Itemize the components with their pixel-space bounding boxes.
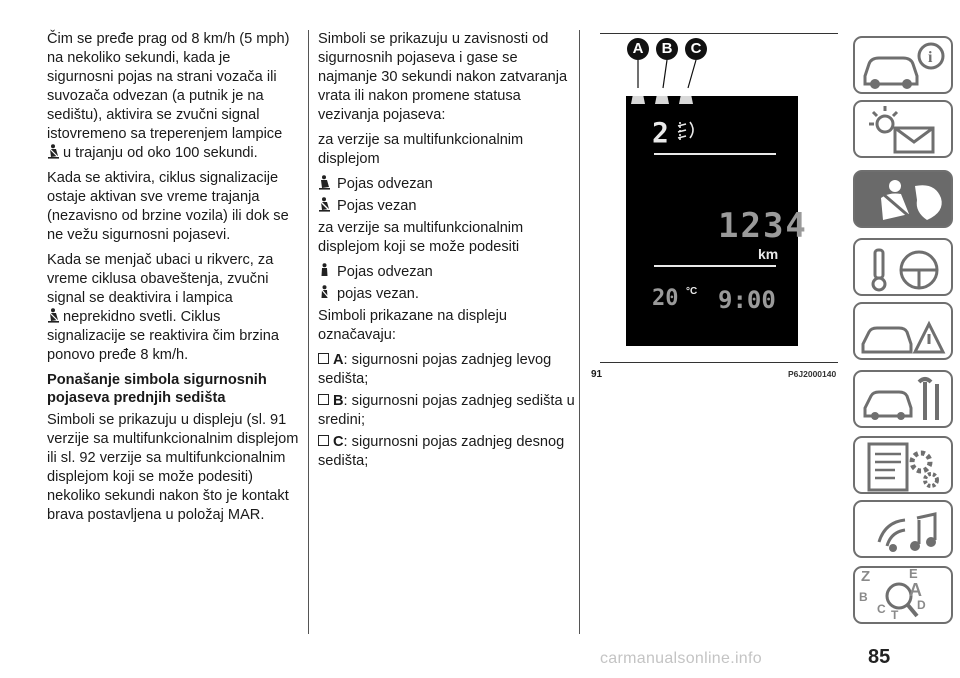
- index-letter: C: [877, 602, 886, 616]
- tab-multimedia[interactable]: [853, 500, 953, 558]
- display-odometer: 1234: [718, 206, 808, 246]
- paragraph-cycle-active: Kada se aktivira, ciklus signalizacije ostaje aktivan sve vreme trajanja (nezavisno od brzine vozila) ili dok se ne vežu sigurnosni pojasevi.: [47, 170, 289, 243]
- section-heading: Ponašanje simbola sigurnosnih pojaseva prednjih sedišta: [47, 372, 267, 406]
- car-info-icon: [855, 38, 955, 96]
- tab-warning-lights[interactable]: [853, 100, 953, 158]
- page-number: 85: [868, 646, 891, 668]
- symbol-row-unbuckled: Pojas odvezan: [318, 175, 580, 194]
- figure-top-rule: [600, 33, 838, 34]
- tab-specs[interactable]: [853, 436, 953, 494]
- paragraph-multifunction: za verzije sa multifunkcionalnim displejom: [318, 132, 524, 167]
- paragraph-warning-cycle: Čim se pređe prag od 8 km/h (5 mph) na nekoliko sekundi, kada je sigurnosni pojas na strani vozača ili suvozača odvezan (a putnik je na sedištu), aktivira se zvučni signal istovremeno sa treperenjem lampice u trajanju od oko 100 sekundi.: [47, 31, 290, 161]
- index-letter: B: [859, 590, 868, 604]
- tab-alphabetical-index[interactable]: [853, 566, 953, 624]
- seatbelt-unbuckled-icon: [318, 263, 331, 278]
- paragraph-reverse-gear: Kada se menjač ubaci u rikverc, za vreme ciklusa obaveštenja, zvučni signal se deaktivira i lampica neprekidno svetli. Ciklus signalizacije se reaktivira čim brzina ponovo pređe 8 km/h.: [47, 252, 279, 363]
- callout-c: C: [685, 38, 707, 60]
- breakdown-icon: [855, 304, 955, 362]
- instrument-display: [626, 96, 808, 346]
- svg-text:i: i: [928, 49, 933, 66]
- tab-seatbelt-airbag[interactable]: [853, 170, 953, 228]
- checkbox-square-icon: [318, 435, 329, 446]
- index-letter: D: [917, 598, 926, 612]
- bullet-c: C: sigurnosni pojas zadnjeg desnog sedišta;: [318, 434, 565, 469]
- display-temperature-unit: °C: [686, 286, 698, 297]
- seatbelt-buckled-icon: [318, 197, 331, 212]
- symbol-row-buckled-2: pojas vezan.: [318, 285, 580, 304]
- index-letter: Z: [861, 568, 871, 585]
- column-divider-left: [308, 30, 309, 634]
- seatbelt-buckled-icon: [318, 285, 331, 300]
- figure-code: P6J2000140: [788, 369, 837, 379]
- checkbox-square-icon: [318, 353, 329, 364]
- figure-number: 91: [591, 369, 603, 380]
- bullet-b: B: sigurnosni pojas zadnjeg sedišta u sredini;: [318, 393, 575, 428]
- seatbelt-warning-icon: [47, 308, 60, 323]
- tab-breakdown[interactable]: [853, 302, 953, 360]
- seatbelt-warning-icon: [47, 144, 60, 159]
- maintenance-icon: [855, 372, 955, 430]
- callout-b: B: [656, 38, 678, 60]
- paragraph-symbols-display: Simboli se prikazuju u displeju (sl. 91 verzije sa multifunkcionalnim displejom ili sl. 92 verzije sa multifunkcionalnim displejom koji se može podesiti) nekoliko sekundi nakon što je kontakt brava postavljena u položaj MAR.: [47, 412, 299, 523]
- symbol-row-buckled: Pojas vezan: [318, 197, 580, 216]
- display-temperature: 20: [652, 286, 679, 311]
- display-unit: km: [758, 246, 779, 262]
- figure-bottom-rule: [600, 362, 838, 363]
- warning-lights-icon: [855, 102, 955, 160]
- watermark: carmanualsonline.info: [600, 650, 762, 667]
- index-letter: A: [909, 580, 922, 600]
- specs-gear-icon: [855, 438, 955, 496]
- text-column-2: [318, 30, 580, 474]
- multimedia-icon: [855, 502, 955, 560]
- tab-maintenance[interactable]: [853, 370, 953, 428]
- text-column-1: [47, 30, 299, 531]
- callout-leader-lines: [626, 58, 716, 98]
- key-steering-icon: [855, 240, 955, 298]
- paragraph-configurable: za verzije sa multifunkcionalnim displejom koji se može podesiti: [318, 220, 524, 255]
- paragraph-symbols-shown: Simboli se prikazuju u zavisnosti od sigurnosnih pojaseva i gase se najmanje 30 sekundi nakon zatvaranja vrata ili nakon promene statusa vezivanja pojaseva:: [318, 31, 568, 123]
- bullet-a: A: sigurnosni pojas zadnjeg levog sedišta;: [318, 352, 552, 387]
- paragraph-symbols-meaning: Simboli prikazane na displeju označavaju:: [318, 308, 508, 343]
- tab-key-steering[interactable]: [853, 238, 953, 296]
- callout-a: A: [627, 38, 649, 60]
- index-letter: T: [891, 608, 899, 622]
- display-gear: 2: [652, 116, 669, 149]
- seatbelt-unbuckled-icon: [318, 175, 331, 190]
- checkbox-square-icon: [318, 394, 329, 405]
- symbol-row-unbuckled-2: Pojas odvezan: [318, 263, 580, 282]
- display-time: 9:00: [718, 286, 776, 314]
- tab-car-info[interactable]: [853, 36, 953, 94]
- seatbelt-airbag-icon: [855, 172, 955, 230]
- index-letter: E: [909, 566, 918, 581]
